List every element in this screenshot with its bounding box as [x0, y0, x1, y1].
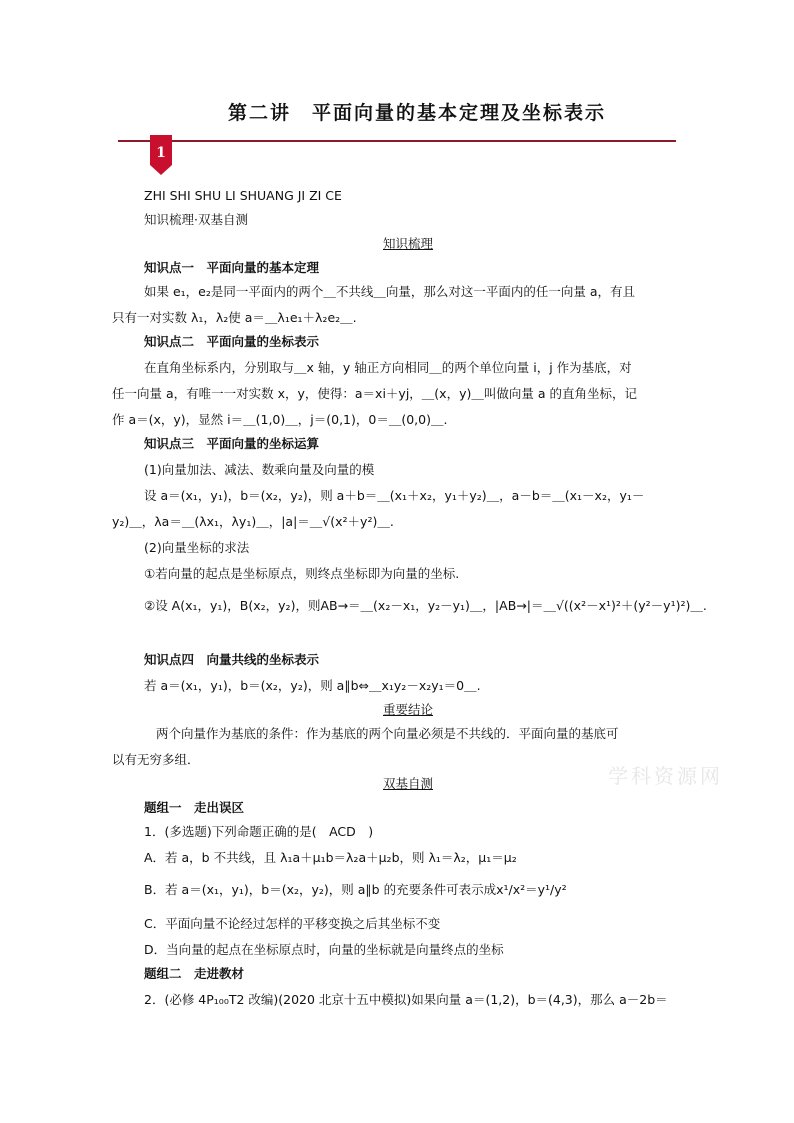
kp3-sub2: (2)向量坐标的求法: [144, 540, 250, 555]
question2: 2．(必修 4P₁₀₀T2 改编)(2020 北京十五中模拟)如果向量 a＝(1,2)，b＝(4,3)，那么 a－2b＝: [144, 992, 668, 1007]
kp3-line2: y₂)＿，λa＝＿(λx₁，λy₁)＿，|a|＝＿√(x²＋y²)＿.: [112, 514, 394, 529]
box-heading-knowledge: 知识梳理: [383, 236, 434, 251]
page-title: 第二讲 平面向量的基本定理及坐标表示: [228, 102, 607, 124]
title-rule: [118, 140, 676, 142]
question1-option-a: A．若 a，b 不共线，且 λ₁a＋μ₁b＝λ₂a＋μ₂b，则 λ₁＝λ₂，μ₁＝μ₂: [144, 850, 517, 865]
question1-option-d: D．当向量的起点在坐标原点时，向量的坐标就是向量终点的坐标: [144, 942, 504, 957]
question1-option-c: C．平面向量不论经过怎样的平移变换之后其坐标不变: [144, 916, 441, 931]
kp3-sub1: (1)向量加法、减法、数乘向量及向量的模: [144, 462, 375, 477]
watermark-text: 学科资源网: [608, 764, 723, 788]
kp3-line1: 设 a＝(x₁，y₁)，b＝(x₂，y₂)，则 a＋b＝＿(x₁＋x₂，y₁＋y₂)＿，a－b＝＿(x₁－x₂，y₁－: [144, 488, 645, 503]
question1: 1．(多选题)下列命题正确的是( ACD ): [144, 824, 374, 839]
kp3-line4: ②设 A(x₁，y₁)，B(x₂，y₂)，则AB→＝＿(x₂－x₁，y₂－y₁)＿，|AB→|＝＿√((x²－x¹)²＋(y²－y¹)²)＿.: [144, 598, 707, 613]
group2-title: 题组二 走进教材: [144, 966, 245, 981]
kp1-line1: 如果 e₁，e₂是同一平面内的两个＿不共线＿向量，那么对这一平面内的任一向量 a，有且: [144, 284, 636, 299]
kp2-line2: 任一向量 a，有唯一一对实数 x，y，使得：a＝xi＋yj，＿(x，y)＿叫做向量 a 的直角坐标，记: [112, 386, 637, 401]
section-label: 知识梳理·双基自测: [144, 212, 248, 227]
conclusion-line1: 两个向量作为基底的条件：作为基底的两个向量必须是不共线的．平面向量的基底可: [156, 726, 619, 741]
conclusion-line2: 以有无穷多组．: [112, 752, 200, 767]
group1-title: 题组一 走出误区: [144, 800, 245, 815]
kp2-title: 知识点二 平面向量的坐标表示: [144, 334, 320, 349]
kp2-line1: 在直角坐标系内，分别取与＿x 轴，y 轴正方向相同＿的两个单位向量 i，j 作为基底，对: [144, 360, 632, 375]
kp1-title: 知识点一 平面向量的基本定理: [144, 260, 320, 275]
kp4-title: 知识点四 向量共线的坐标表示: [144, 652, 320, 667]
kp4-line1: 若 a＝(x₁，y₁)，b＝(x₂，y₂)，则 a∥b⇔＿x₁y₂－x₂y₁＝0＿.: [144, 678, 481, 693]
badge-number: 1: [156, 145, 166, 161]
kp2-line3: 作 a＝(x，y)，显然 i＝＿(1,0)＿，j＝(0,1)，0＝＿(0,0)＿.: [112, 412, 448, 427]
kp1-line2: 只有一对实数 λ₁，λ₂使 a＝＿λ₁e₁＋λ₂e₂＿.: [112, 310, 357, 325]
kp3-title: 知识点三 平面向量的坐标运算: [144, 436, 320, 451]
pinyin-heading: ZHI SHI SHU LI SHUANG JI ZI CE: [144, 188, 342, 203]
box-heading-conclusion: 重要结论: [383, 702, 434, 717]
question1-option-b: B．若 a＝(x₁，y₁)，b＝(x₂，y₂)，则 a∥b 的充要条件可表示成x¹/x²＝y¹/y²: [144, 882, 567, 897]
box-heading-selftest: 双基自测: [383, 776, 434, 791]
kp3-line3: ①若向量的起点是坐标原点，则终点坐标即为向量的坐标.: [144, 566, 460, 581]
section-badge: [150, 135, 172, 175]
